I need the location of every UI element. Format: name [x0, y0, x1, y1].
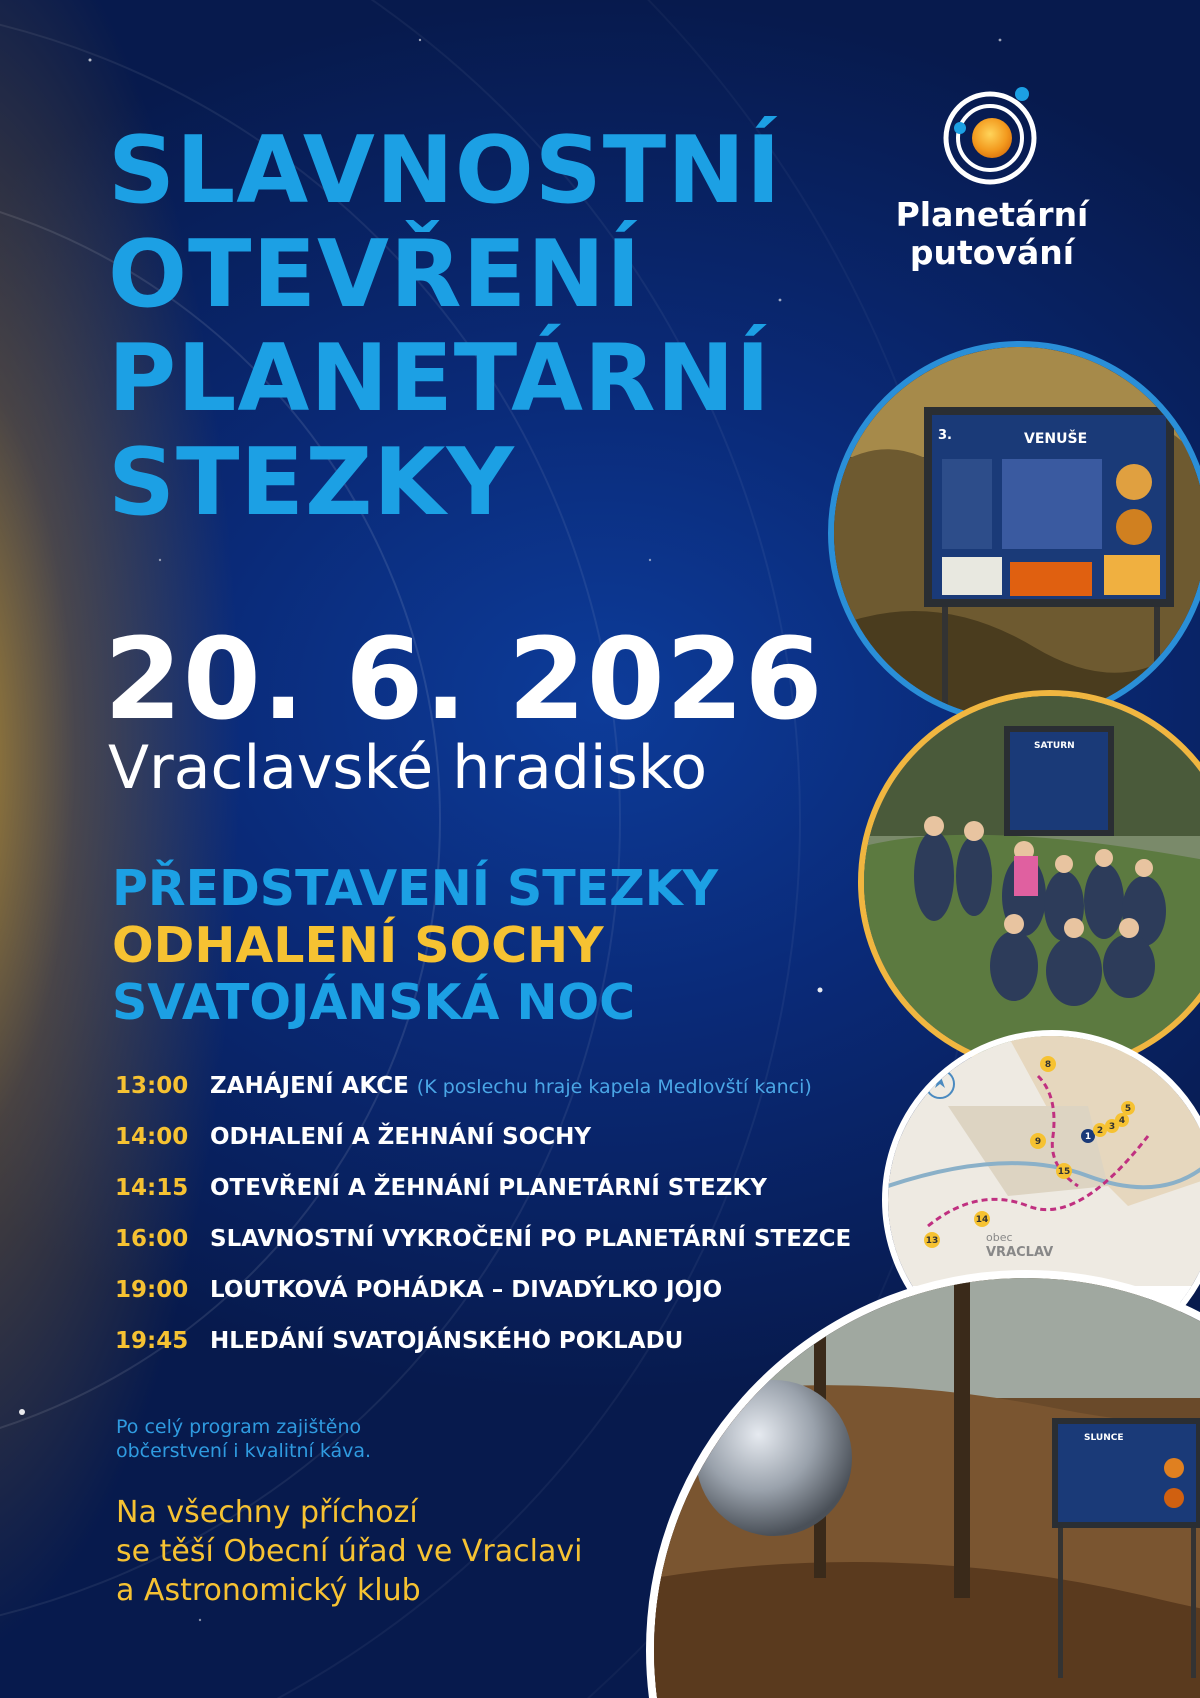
photo-venuse-board: [828, 341, 1200, 725]
title-line-3: PLANETÁRNÍ: [108, 324, 771, 432]
map-marker: 13: [925, 1236, 939, 1246]
schedule-time: 16:00: [115, 1226, 189, 1252]
board-title-slunce: SLUNCE: [1084, 1433, 1124, 1443]
orbit-sun-logo-icon: [932, 80, 1052, 190]
board-title-saturn: SATURN: [1034, 741, 1075, 751]
welcome-line-1: Na všechny příchozí: [116, 1495, 418, 1530]
planetarni-putovani-logo: [872, 80, 1112, 272]
title-line-2: OTEVŘENÍ: [108, 220, 642, 328]
schedule-event: HLEDÁNÍ SVATOJÁNSKÉHO POKLADU: [210, 1328, 684, 1354]
schedule-row: [115, 1328, 875, 1379]
title-line-1: SLAVNOSTNÍ: [108, 116, 782, 224]
schedule-time: 19:00: [115, 1277, 189, 1303]
schedule-event: OTEVŘENÍ A ŽEHNÁNÍ PLANETÁRNÍ STEZKY: [210, 1175, 767, 1201]
map-marker: 3: [1108, 1122, 1116, 1132]
event-date: 20. 6. 2026: [104, 615, 824, 745]
schedule-event-label: ZAHÁJENÍ AKCE: [210, 1073, 409, 1099]
highlight-statue: ODHALENÍ SOCHY: [112, 917, 604, 974]
logo-line-1: Planetární: [895, 195, 1089, 234]
highlight-night: SVATOJÁNSKÁ NOC: [112, 974, 636, 1031]
map-marker: 14: [975, 1215, 989, 1225]
event-title: [108, 118, 848, 534]
schedule-event: SLAVNOSTNÍ VYKROČENÍ PO PLANETÁRNÍ STEZCE: [210, 1226, 852, 1252]
schedule-row: [115, 1226, 875, 1277]
map-marker: 5: [1124, 1104, 1132, 1114]
map-marker: 9: [1034, 1137, 1042, 1147]
map-marker: 15: [1057, 1167, 1071, 1177]
map-marker: 1: [1084, 1132, 1092, 1142]
schedule-row: [115, 1175, 875, 1226]
schedule-time: 13:00: [115, 1073, 189, 1099]
map-north-label: N: [934, 1056, 943, 1069]
welcome-line-2: se těší Obecní úřad ve Vraclavi: [116, 1534, 583, 1569]
map-village-name: VRACLAV: [986, 1245, 1054, 1260]
schedule-list: [115, 1073, 875, 1379]
schedule-row: [115, 1124, 875, 1175]
board-title-venuse: VENUŠE: [1024, 431, 1088, 447]
refreshments-line-1: Po celý program zajištěno: [116, 1416, 362, 1438]
board-number: 3.: [938, 428, 952, 443]
schedule-event: ODHALENÍ A ŽEHNÁNÍ SOCHY: [210, 1124, 592, 1150]
map-marker: 8: [1044, 1060, 1052, 1070]
logo-line-2: putování: [909, 233, 1075, 272]
schedule-row: [115, 1277, 875, 1328]
schedule-time: 14:15: [115, 1175, 189, 1201]
refreshments-line-2: občerstvení i kvalitní káva.: [116, 1440, 372, 1462]
event-highlights: [112, 860, 718, 1031]
schedule-time: 14:00: [115, 1124, 189, 1150]
welcome-line-3: a Astronomický klub: [116, 1573, 421, 1608]
welcome-note: [116, 1493, 582, 1610]
schedule-row: [115, 1073, 875, 1124]
schedule-time: 19:45: [115, 1328, 189, 1354]
schedule-event: [210, 1073, 812, 1099]
event-place: Vraclavské hradisko: [108, 733, 708, 803]
highlight-trail: PŘEDSTAVENÍ STEZKY: [112, 860, 719, 917]
map-marker: 2: [1096, 1126, 1104, 1136]
schedule-event: LOUTKOVÁ POHÁDKA – DIVADÝLKO JOJO: [210, 1277, 723, 1303]
refreshments-note: [116, 1415, 371, 1463]
schedule-note: (K poslechu hraje kapela Medlovští kanci): [416, 1076, 812, 1098]
map-marker: 4: [1118, 1116, 1126, 1126]
map-village-label: obec: [986, 1231, 1013, 1244]
title-line-4: STEZKY: [108, 428, 515, 536]
